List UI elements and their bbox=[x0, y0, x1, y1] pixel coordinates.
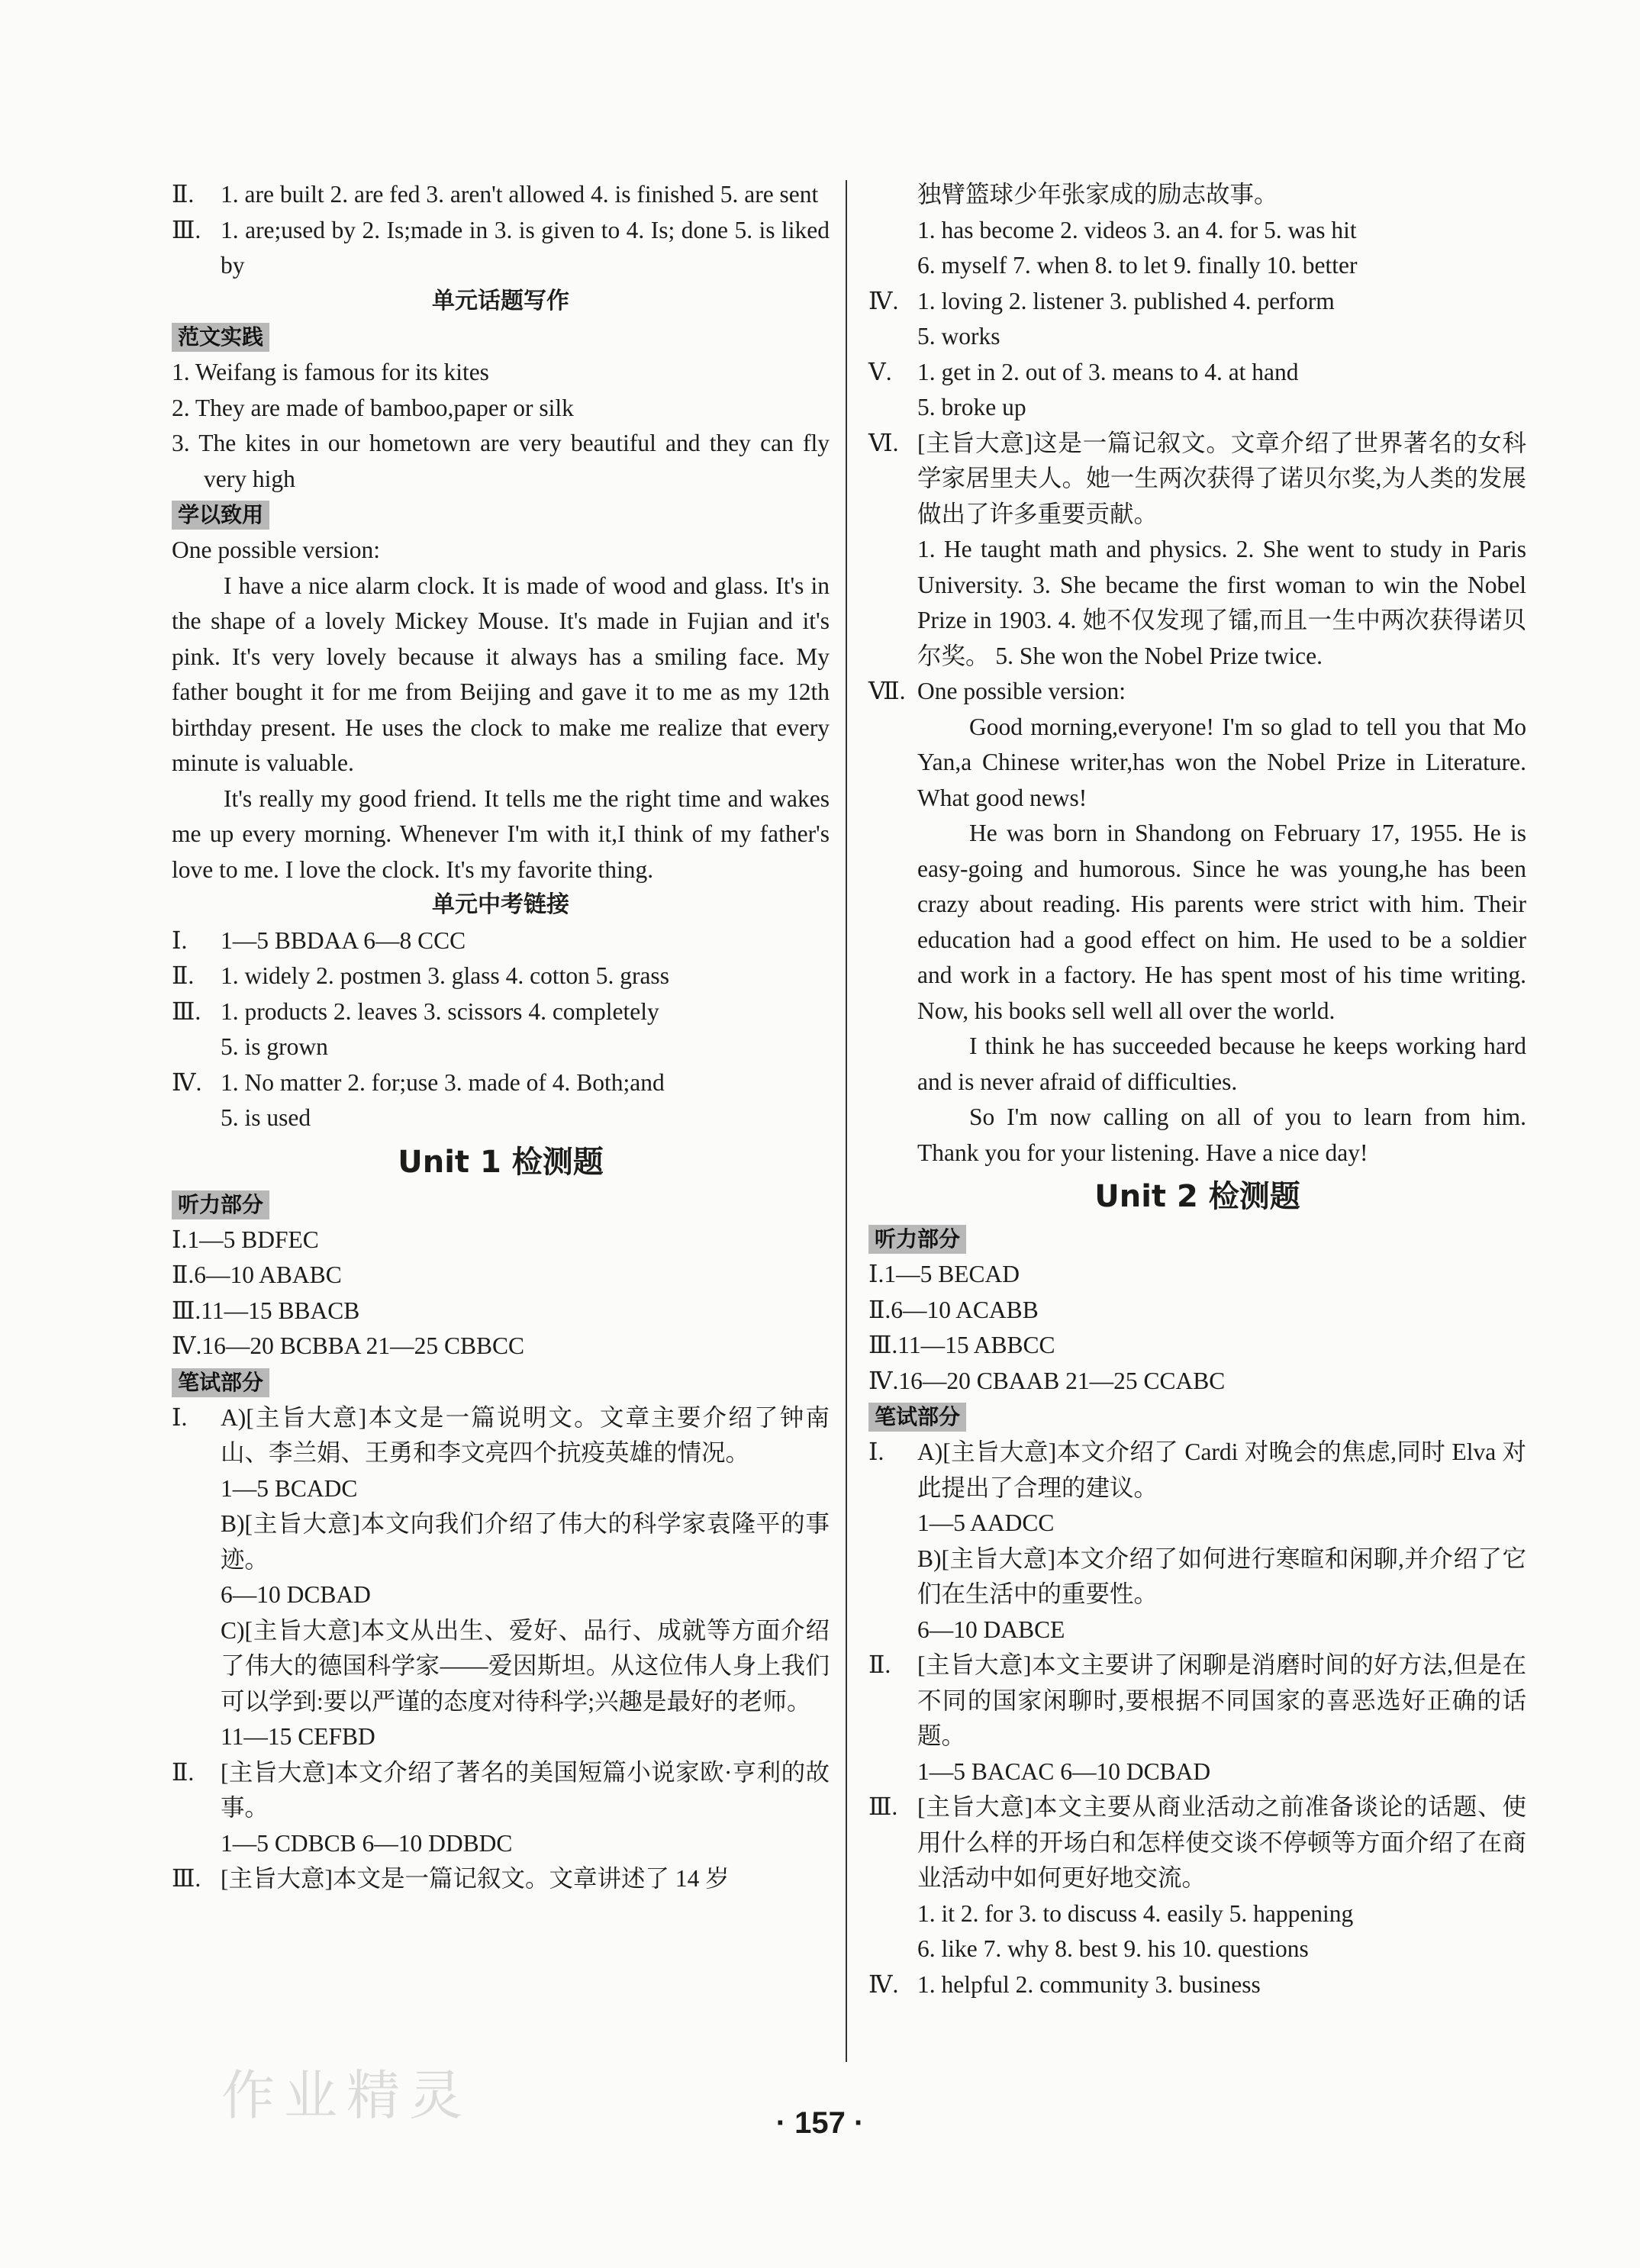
listening-tag: 听力部分 bbox=[172, 1190, 269, 1219]
essay-paragraph: It's really my good friend. It tells me the right time and wakes me up every morning. Whenever I'm with it,I think of my father's love to me. I love the clock. It's my favorite thing. bbox=[172, 784, 830, 883]
summary-text: C)[主旨大意]本文从出生、爱好、品行、成就等方面介绍了伟大的德国科学家——爱因斯坦。从这位伟人身上我们可以学到:要以严谨的态度对待科学;兴趣是最好的老师。 bbox=[221, 1616, 830, 1715]
answer-row: Ⅳ. 1. No matter 2. for;use 3. made of 4. Both;and bbox=[172, 1068, 665, 1096]
answer-cont: 5. is grown bbox=[221, 1033, 328, 1060]
list-item: 1. Weifang is famous for its kites bbox=[172, 359, 489, 385]
column-divider bbox=[846, 180, 847, 2062]
answer-row: Ⅲ. 1. are;used by 2. Is;made in 3. is given to 4. Is; done 5. is liked by bbox=[172, 216, 830, 279]
summary-text: B)[主旨大意]本文向我们介绍了伟大的科学家袁隆平的事迹。 bbox=[221, 1510, 830, 1573]
speech-paragraph: So I'm now calling on all of you to learn from him. Thank you for your listening. Have a nice day! bbox=[917, 1103, 1526, 1166]
answer-row: Ⅵ. [主旨大意]这是一篇记叙文。文章介绍了世界著名的女科学家居里夫人。她一生两次获得了诺贝尔奖,为人类的发展做出了许多重要贡献。 bbox=[868, 429, 1526, 527]
answer-row: Ⅳ. 1. loving 2. listener 3. published 4. perform bbox=[868, 287, 1335, 314]
answer-key: 1—5 AADCC bbox=[917, 1509, 1055, 1536]
listening-answer: Ⅱ.6—10 ACABB bbox=[868, 1296, 1039, 1323]
answer-row: Ⅱ. [主旨大意]本文介绍了著名的美国短篇小说家欧·亨利的故事。 bbox=[172, 1758, 830, 1821]
answer-key: 1. has become 2. videos 3. an 4. for 5. was hit bbox=[917, 216, 1357, 243]
answer-row: Ⅴ. 1. get in 2. out of 3. means to 4. at hand bbox=[868, 358, 1299, 385]
listening-answer: Ⅱ.6—10 ABABC bbox=[172, 1261, 342, 1288]
list-item: 3. The kites in our hometown are very beautiful and they can fly very high bbox=[172, 430, 830, 492]
listening-answer: Ⅲ.11—15 BBACB bbox=[172, 1297, 360, 1324]
answer-key: 6—10 DCBAD bbox=[221, 1581, 371, 1608]
answer-row: Ⅰ. 1—5 BBDAA 6—8 CCC bbox=[172, 926, 466, 954]
answer-row: Ⅲ. [主旨大意]本文主要从商业活动之前准备谈论的话题、使用什么样的开场白和怎样使交谈不停顿等方面介绍了在商业活动中如何更好地交流。 bbox=[868, 1793, 1526, 1891]
answer-row: Ⅱ. [主旨大意]本文主要讲了闲聊是消磨时间的好方法,但是在不同的国家闲聊时,要根据不同国家的喜恶选好正确的话题。 bbox=[868, 1651, 1526, 1749]
answer-key: 11—15 CEFBD bbox=[221, 1723, 375, 1750]
summary-cont: 独臂篮球少年张家成的励志故事。 bbox=[917, 181, 1278, 208]
listening-answer: Ⅳ.16—20 BCBBA 21—25 CBBCC bbox=[172, 1332, 525, 1359]
speech-paragraph: I think he has succeeded because he keeps working hard and is never afraid of difficulties. bbox=[917, 1033, 1526, 1095]
answer-key: 1—5 BACAC 6—10 DCBAD bbox=[917, 1757, 1211, 1785]
listening-tag: 听力部分 bbox=[868, 1225, 966, 1254]
answer-key: 6. like 7. why 8. best 9. his 10. questions bbox=[917, 1935, 1309, 1962]
answer-row: Ⅱ. 1. are built 2. are fed 3. aren't allowed 4. is finished 5. are sent bbox=[172, 181, 819, 208]
right-column bbox=[868, 177, 1526, 2002]
answer-row: Ⅰ. A)[主旨大意]本文介绍了 Cardi 对晚会的焦虑,同时 Elva 对此提出了合理的建议。 bbox=[868, 1438, 1526, 1501]
answer-row: Ⅶ. One possible version: bbox=[868, 678, 1126, 704]
answer-row: Ⅰ. A)[主旨大意]本文是一篇说明文。文章主要介绍了钟南山、李兰娟、王勇和李文亮四个抗疫英雄的情况。 bbox=[172, 1403, 830, 1466]
answer-row: Ⅱ. 1. widely 2. postmen 3. glass 4. cotton 5. grass bbox=[172, 962, 669, 989]
summary-text: B)[主旨大意]本文介绍了如何进行寒暄和闲聊,并介绍了它们在生活中的重要性。 bbox=[917, 1545, 1526, 1607]
answer-key: 1—5 BCADC bbox=[221, 1474, 358, 1502]
list-item: 2. They are made of bamboo,paper or silk bbox=[172, 394, 574, 421]
page-number: · 157 · bbox=[775, 2106, 865, 2140]
answer-key: 6. myself 7. when 8. to let 9. finally 10. better bbox=[917, 252, 1358, 279]
answer-row: Ⅲ. 1. products 2. leaves 3. scissors 4. completely bbox=[172, 997, 659, 1025]
listening-answer: Ⅰ.1—5 BDFEC bbox=[172, 1226, 319, 1253]
written-tag: 笔试部分 bbox=[868, 1403, 966, 1432]
answer-row: Ⅳ. 1. helpful 2. community 3. business bbox=[868, 1970, 1261, 1998]
version-label: One possible version: bbox=[172, 536, 380, 563]
unit2-title: Unit 2 检测题 bbox=[1094, 1179, 1300, 1214]
answer-row: Ⅲ. [主旨大意]本文是一篇记叙文。文章讲述了 14 岁 bbox=[172, 1865, 730, 1892]
practice-tag: 范文实践 bbox=[172, 323, 269, 352]
speech-paragraph: He was born in Shandong on February 17, 1955. He is easy-going and humorous. Since he was young,he has been crazy about reading. His parents were strict with him. Their education had a good effect on him. He used to be a soldier and work in a factory. He has spent most of his time writing. Now, his books sell well all over the world. bbox=[917, 820, 1526, 1024]
apply-tag: 学以致用 bbox=[172, 501, 269, 530]
essay-paragraph: I have a nice alarm clock. It is made of wood and glass. It's in the shape of a lovely Mickey Mouse. It's made in Fujian and it's pink. It's very lovely because it always has a smiling face. My father bought it for me from Beijing and gave it to me as my 12th birthday present. He uses the clock to make me realize that every minute is valuable. bbox=[172, 572, 830, 776]
listening-answer: Ⅲ.11—15 ABBCC bbox=[868, 1332, 1055, 1358]
listening-answer: Ⅳ.16—20 CBAAB 21—25 CCABC bbox=[868, 1367, 1226, 1394]
answer-cont: 5. works bbox=[917, 323, 1000, 350]
unit1-title: Unit 1 检测题 bbox=[398, 1144, 604, 1180]
listening-answer: Ⅰ.1—5 BECAD bbox=[868, 1261, 1020, 1287]
watermark: 作业精灵 bbox=[221, 2064, 472, 2127]
section-heading-writing: 单元话题写作 bbox=[432, 287, 569, 314]
left-column bbox=[172, 177, 830, 1897]
speech-paragraph: Good morning,everyone! I'm so glad to tell you that Mo Yan,a Chinese writer,has won the Nobel Prize in Literature. What good news! bbox=[917, 713, 1526, 811]
section-heading-link: 单元中考链接 bbox=[432, 891, 569, 918]
answer-cont: 5. is used bbox=[221, 1104, 311, 1131]
answer-key: 6—10 DABCE bbox=[917, 1616, 1065, 1643]
written-tag: 笔试部分 bbox=[172, 1368, 269, 1397]
answer-cont: 5. broke up bbox=[917, 394, 1026, 420]
answer-key: 1—5 CDBCB 6—10 DDBDC bbox=[221, 1829, 513, 1857]
answer-key: 1. He taught math and physics. 2. She went to study in Paris University. 3. She became the first woman to win the Nobel Prize in 1903. 4. 她不仅发现了镭,而且一生中两次获得诺贝尔奖。 5. She won the Nobel Prize twice. bbox=[917, 536, 1526, 669]
answer-key: 1. it 2. for 3. to discuss 4. easily 5. happening bbox=[917, 1899, 1354, 1927]
